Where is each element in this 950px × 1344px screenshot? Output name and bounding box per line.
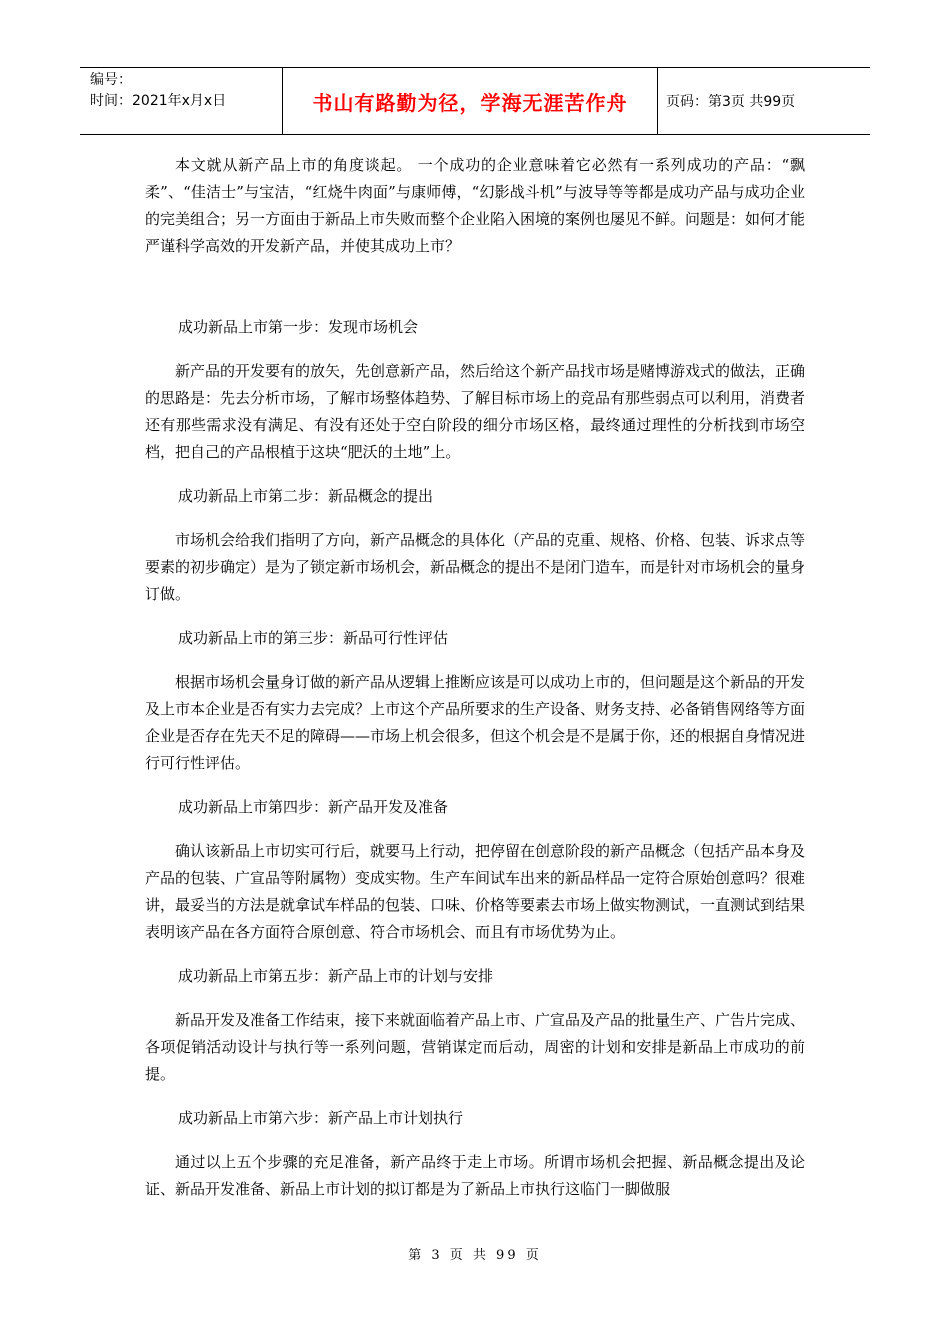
paragraph-step4: 确认该新品上市切实可行后，就要马上行动，把停留在创意阶段的新产品概念（包括产品本身及产品的包装、广宣品等附属物）变成实物。生产车间试车出来的新品样品一定符合原始创意吗？很难讲，最妥当的方法是就拿试车样品的包装、口味、价格等要素去市场上做实物测试，一直测试到结果表明该产品在各方面符合原创意、符合市场机会、而且有市场优势为止。 [145,842,806,941]
paragraph-step2: 市场机会给我们指明了方向，新产品概念的具体化（产品的克重、规格、价格、包装、诉求点等要素的初步确定）是为了锁定新市场机会，新品概念的提出不是闭门造车，而是针对市场机会的量身订做。 [145,531,806,603]
footer-page-number: 第 3 页 共 99 页 [408,1248,542,1263]
document-body [145,152,805,1203]
paragraph-step1: 新产品的开发要有的放矢，先创意新产品，然后给这个新产品找市场是赌博游戏式的做法，正确的思路是：先去分析市场，了解市场整体趋势、了解目标市场上的竞品有那些弱点可以利用，消费者还有那些需求没有满足、有没有还处于空白阶段的细分市场区格，最终通过理性的分析找到市场空档，把自己的产品根植于这块“肥沃的土地”上。 [145,362,806,461]
header-motto: 书山有路勤为径，学海无涯苦作舟 [283,68,658,134]
section-heading-step3: 成功新品上市的第三步：新品可行性评估 [178,629,449,647]
paragraph-step5: 新品开发及准备工作结束，接下来就面临着产品上市、广宣品及产品的批量生产、广告片完成、各项促销活动设计与执行等一系列问题，营销谋定而后动，周密的计划和安排是新品上市成功的前提。 [145,1011,806,1083]
section-heading-step5: 成功新品上市第五步：新产品上市的计划与安排 [178,967,494,985]
header-page-label: 页码：第3页 共99页 [666,94,796,110]
page-footer [0,1244,950,1263]
header-left-cell [80,68,283,134]
section-heading-step1: 成功新品上市第一步：发现市场机会 [178,318,419,336]
page-header [80,67,870,135]
document-time-label: 时间：2021年x月x日 [90,93,227,109]
section-heading-step4: 成功新品上市第四步：新产品开发及准备 [178,798,449,816]
section-heading-step2: 成功新品上市第二步：新品概念的提出 [178,487,434,505]
document-number-label: 编号： [90,72,132,88]
paragraph-intro: 本文就从新产品上市的角度谈起。 一个成功的企业意味着它必然有一系列成功的产品：“飘柔”、“佳洁士”与宝洁，“红烧牛肉面”与康师傅，“幻影战斗机”与波导等等都是成功产品与成功企业的完美组合；另一方面由于新品上市失败而整个企业陷入困境的案例也屡见不鲜。问题是：如何才能严谨科学高效的开发新产品，并使其成功上市？ [145,156,806,255]
paragraph-step3: 根据市场机会量身订做的新产品从逻辑上推断应该是可以成功上市的，但问题是这个新品的开发及上市本企业是否有实力去完成？上市这个产品所要求的生产设备、财务支持、必备销售网络等方面企业是否存在先天不足的障碍——市场上机会很多，但这个机会是不是属于你，还的根据自身情况进行可行性评估。 [145,673,806,772]
section-heading-step6: 成功新品上市第六步：新产品上市计划执行 [178,1109,464,1127]
paragraph-step6: 通过以上五个步骤的充足准备，新产品终于走上市场。所谓市场机会把握、新品概念提出及论证、新品开发准备、新品上市计划的拟订都是为了新品上市执行这临门一脚做服 [145,1153,805,1198]
